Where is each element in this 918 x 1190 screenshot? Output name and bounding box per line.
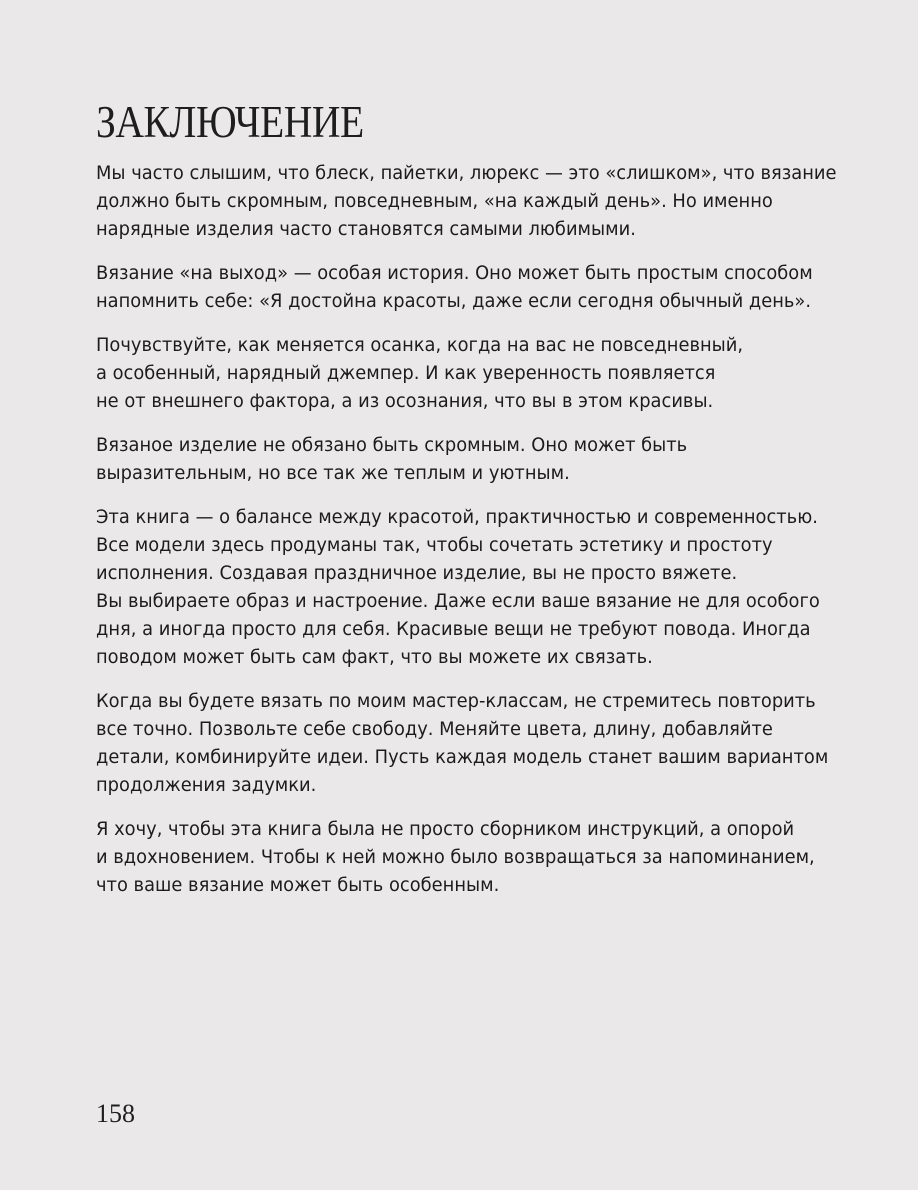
paragraph-4 [96,431,816,487]
text-line: должно быть скромным, повседневным, «на каждый день». Но именно [96,190,773,212]
text-line: Когда вы будете вязать по моим мастер-классам, не стремитесь повторить [96,690,816,712]
text-line: Почувствуйте, как меняется осанка, когда на вас не повседневный, [96,334,744,356]
text-line: а особенный, нарядный джемпер. И как уверенность появляется [96,362,716,384]
text-line: нарядные изделия часто становятся самыми любимыми. [96,218,636,240]
text-line: напомнить себе: «Я достойна красоты, даже если сегодня обычный день». [96,290,812,312]
text-line: выразительным, но все так же теплым и уютным. [96,462,570,484]
chapter-title: ЗАКЛЮЧЕНИЕ [96,97,364,147]
text-line: детали, комбинируйте идеи. Пусть каждая модель станет вашим вариантом [96,746,829,768]
text-line: Вязаное изделие не обязано быть скромным. Оно может быть [96,434,688,456]
text-line: Мы часто слышим, что блеск, пайетки, люрекс — это «слишком», что вязание [96,162,837,184]
paragraph-2 [96,259,816,315]
text-line: исполнения. Создавая праздничное изделие, вы не просто вяжете. [96,562,738,584]
paragraph-3 [96,331,816,415]
page-number: 158 [96,1099,135,1128]
body-text [96,159,837,915]
text-line: Эта книга — о балансе между красотой, практичностью и современностью. [96,506,818,528]
text-line: что ваше вязание может быть особенным. [96,874,500,896]
text-line: Вы выбираете образ и настроение. Даже если ваше вязание не для особого [96,590,820,612]
text-line: поводом может быть сам факт, что вы можете их связать. [96,646,653,668]
text-line: продолжения задумки. [96,774,317,796]
text-line: Вязание «на выход» — особая история. Оно может быть простым способом [96,262,813,284]
paragraph-7 [96,815,816,899]
text-line: Все модели здесь продуманы так, чтобы сочетать эстетику и простоту [96,534,773,556]
text-line: не от внешнего фактора, а из осознания, что вы в этом красивы. [96,390,714,412]
paragraph-6 [96,687,829,799]
text-line: и вдохновением. Чтобы к ней можно было возвращаться за напоминанием, [96,846,815,868]
paragraph-5 [96,503,820,671]
paragraph-1 [96,159,837,243]
text-line: все точно. Позвольте себе свободу. Меняйте цвета, длину, добавляйте [96,718,773,740]
text-line: Я хочу, чтобы эта книга была не просто сборником инструкций, а опорой [96,818,795,840]
text-line: дня, а иногда просто для себя. Красивые вещи не требуют повода. Иногда [96,618,811,640]
